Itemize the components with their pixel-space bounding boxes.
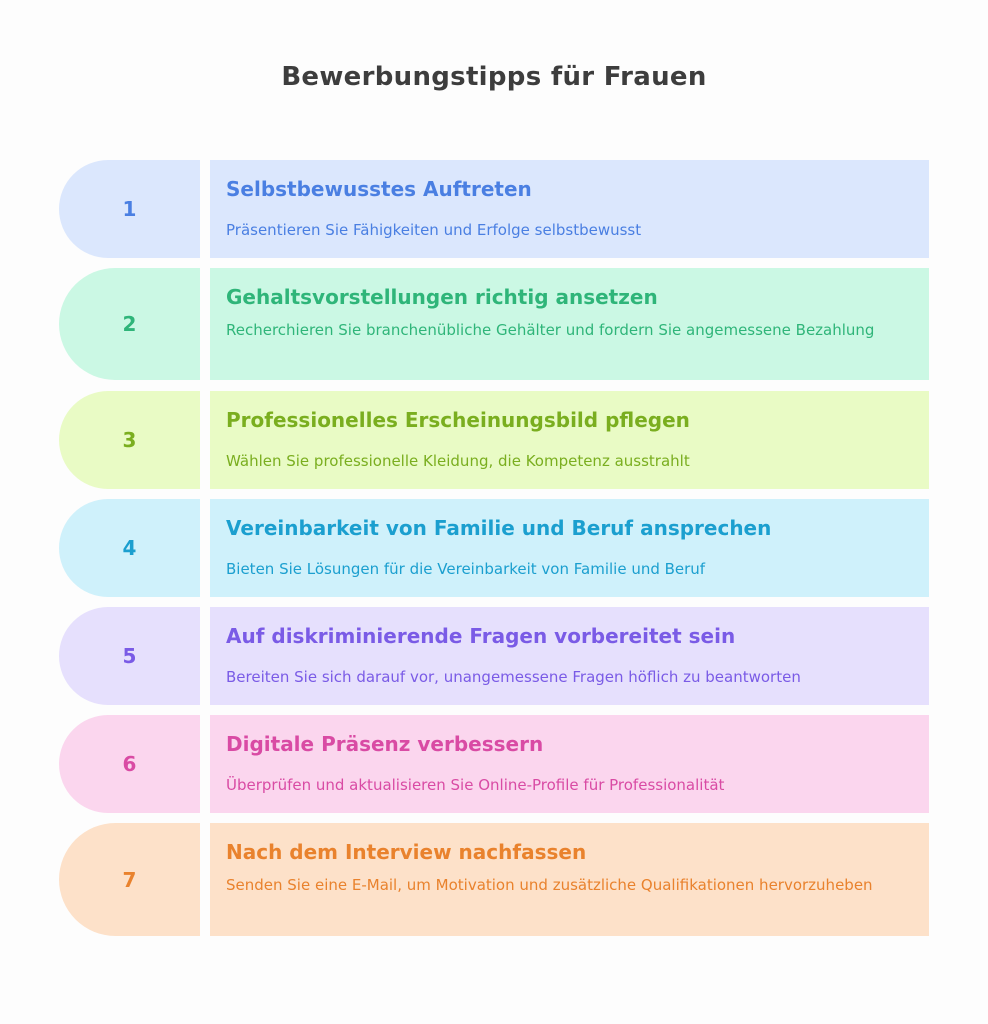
tip-number: 7 (122, 867, 137, 892)
tip-number: 4 (122, 536, 137, 560)
tip-description: Überprüfen und aktualisieren Sie Online-Profile für Professionalität (226, 776, 725, 794)
tip-number-cap (59, 268, 200, 380)
tip-content (210, 607, 929, 705)
tip-heading: Nach dem Interview nachfassen (226, 840, 587, 864)
tip-number: 6 (122, 752, 137, 776)
tip-number: 5 (122, 644, 137, 668)
tip-heading: Auf diskriminierende Fragen vorbereitet sein (226, 624, 736, 648)
tip-row (59, 607, 929, 705)
tip-content (210, 715, 929, 813)
tip-heading: Gehaltsvorstellungen richtig ansetzen (226, 285, 658, 309)
tip-number-cap (59, 499, 200, 597)
tip-content (210, 391, 929, 489)
tip-description: Bieten Sie Lösungen für die Vereinbarkeit von Familie und Beruf (226, 560, 706, 578)
tip-row (59, 391, 929, 489)
tip-number-cap (59, 607, 200, 705)
tip-row (59, 268, 929, 380)
tip-description: Wählen Sie professionelle Kleidung, die Kompetenz ausstrahlt (226, 452, 690, 470)
tip-number: 1 (122, 197, 137, 221)
tip-number: 3 (122, 428, 137, 452)
tip-description: Recherchieren Sie branchenübliche Gehälter und fordern Sie angemessene Bezahlung (226, 321, 875, 339)
tip-heading: Digitale Präsenz verbessern (226, 732, 544, 756)
tip-content (210, 160, 929, 258)
tip-content (210, 499, 929, 597)
tip-content (210, 823, 929, 936)
tip-row (59, 160, 929, 258)
tip-heading: Vereinbarkeit von Familie und Beruf ansprechen (226, 516, 772, 540)
tip-number-cap (59, 391, 200, 489)
page-title: Bewerbungstipps für Frauen (281, 62, 707, 92)
tip-number: 2 (122, 312, 137, 336)
tip-row (59, 823, 929, 936)
tip-description: Bereiten Sie sich darauf vor, unangemessene Fragen höflich zu beantworten (226, 668, 801, 686)
tip-heading: Selbstbewusstes Auftreten (226, 177, 532, 201)
tip-row (59, 499, 929, 597)
tip-row (59, 715, 929, 813)
tip-number-cap (59, 715, 200, 813)
tip-content (210, 268, 929, 380)
tip-number-cap (59, 823, 200, 936)
tip-number-cap (59, 160, 200, 258)
tip-heading: Professionelles Erscheinungsbild pflegen (226, 408, 690, 432)
tip-description: Senden Sie eine E-Mail, um Motivation und zusätzliche Qualifikationen hervorzuheben (226, 876, 873, 894)
tip-description: Präsentieren Sie Fähigkeiten und Erfolge selbstbewusst (226, 221, 642, 239)
